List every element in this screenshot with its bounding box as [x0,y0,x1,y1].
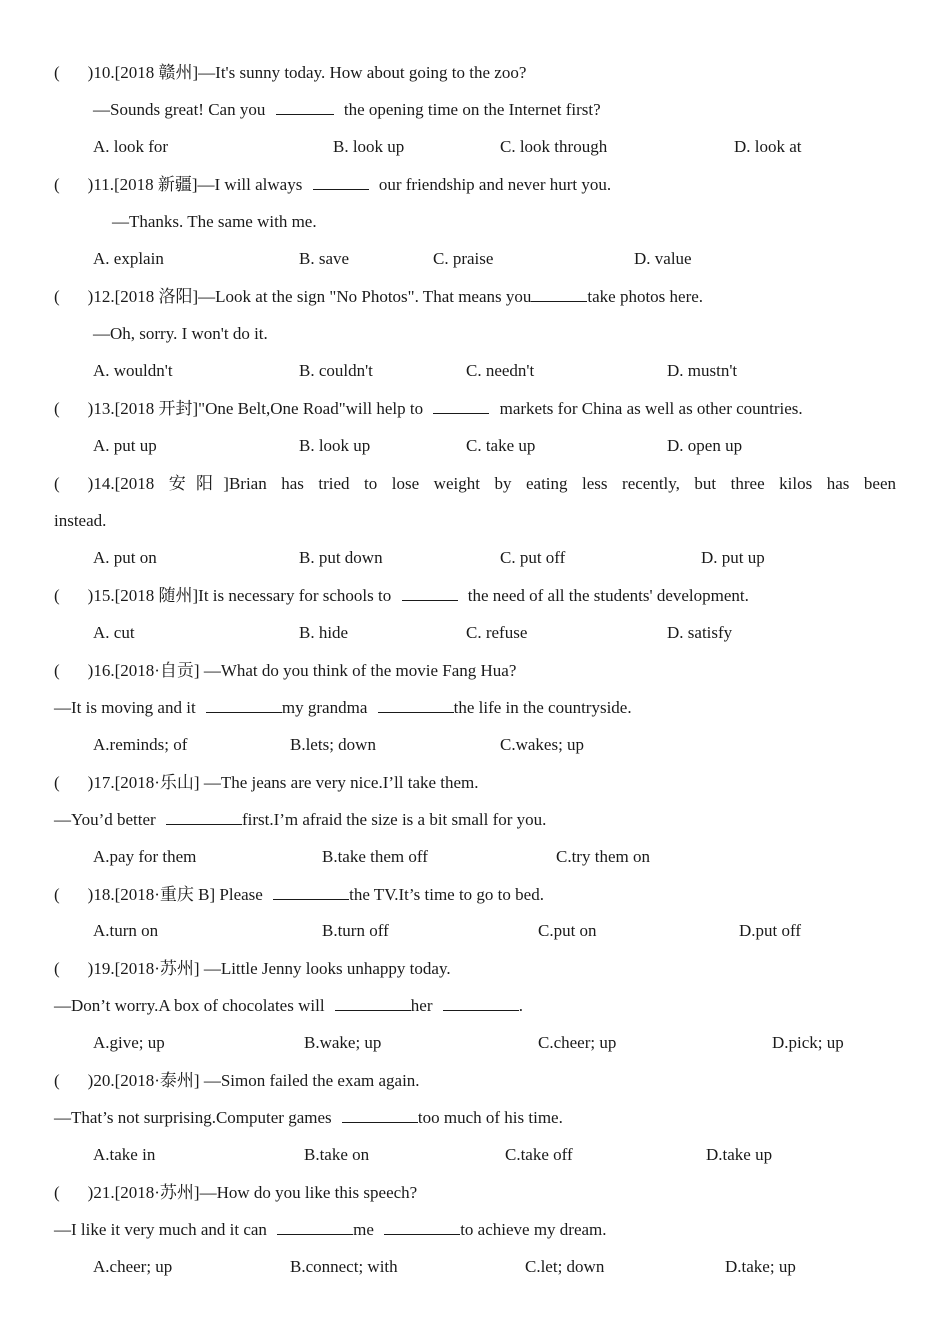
q12-line2: —Oh, sorry. I won't do it. [93,324,268,343]
q17-option-a[interactable]: A.pay for them [93,847,197,866]
answer-blank[interactable] [277,1219,353,1235]
q18-option-d[interactable]: D.put off [739,921,802,940]
q11-option-c[interactable]: C. praise [433,249,494,268]
q17-option-b[interactable]: B.take them off [322,847,428,866]
answer-blank[interactable] [166,809,242,825]
q10-stem: ( )10.[2018 赣州]—It's sunny today. How about going to the zoo? [54,63,527,82]
q12-option-a[interactable]: A. wouldn't [93,361,173,380]
answer-blank[interactable] [342,1107,418,1123]
answer-blank[interactable] [443,995,519,1011]
q14-option-c[interactable]: C. put off [500,548,566,567]
q14-option-d[interactable]: D. put up [701,548,765,567]
q14-stem: ( )14.[2018 安阳]Brian has tried to lose weight by eating less recently, but three kilos has been [54,474,896,493]
q21-option-d[interactable]: D.take; up [725,1257,796,1276]
q20-option-b[interactable]: B.take on [304,1145,370,1164]
q16-option-a[interactable]: A.reminds; of [93,735,188,754]
q12-option-d[interactable]: D. mustn't [667,361,738,380]
q11-line2: —Thanks. The same with me. [112,212,317,231]
q10-option-a[interactable]: A. look for [93,137,169,156]
q15-option-c[interactable]: C. refuse [466,623,528,642]
q20-option-c[interactable]: C.take off [505,1145,573,1164]
q21-line2: —I like it very much and it can me to achieve my dream. [54,1220,607,1239]
q14-option-b[interactable]: B. put down [299,548,383,567]
q10-option-b[interactable]: B. look up [333,137,405,156]
q18-option-b[interactable]: B.turn off [322,921,389,940]
q20-option-a[interactable]: A.take in [93,1145,156,1164]
answer-blank[interactable] [378,697,454,713]
q15-option-a[interactable]: A. cut [93,623,135,642]
answer-blank[interactable] [206,697,282,713]
q18-option-c[interactable]: C.put on [538,921,597,940]
q13-stem: ( )13.[2018 开封]"One Belt,One Road"will help to markets for China as well as other countries. [54,399,803,418]
q21-option-a[interactable]: A.cheer; up [93,1257,173,1276]
q17-option-c[interactable]: C.try them on [556,847,650,866]
q12-option-c[interactable]: C. needn't [466,361,535,380]
q17-line2: —You’d better first.I’m afraid the size is a bit small for you. [54,810,547,829]
q11-option-a[interactable]: A. explain [93,249,164,268]
q16-line2: —It is moving and it my grandma the life in the countryside. [54,698,632,717]
q13-option-c[interactable]: C. take up [466,436,536,455]
q11-option-b[interactable]: B. save [299,249,350,268]
q19-line2: —Don’t worry.A box of chocolates will her . [54,996,524,1015]
q18-stem: ( )18.[2018·重庆 B] Please the TV.It’s time to go to bed. [54,885,544,904]
q13-option-b[interactable]: B. look up [299,436,371,455]
answer-blank[interactable] [276,99,334,115]
answer-blank[interactable] [384,1219,460,1235]
q15-stem: ( )15.[2018 随州]It is necessary for schools to the need of all the students' development. [54,586,749,605]
q19-option-b[interactable]: B.wake; up [304,1033,382,1052]
q19-option-c[interactable]: C.cheer; up [538,1033,617,1052]
q11-stem: ( )11.[2018 新疆]—I will always our friendship and never hurt you. [54,175,612,194]
q12-stem: ( )12.[2018 洛阳]—Look at the sign "No Photos". That means you take photos here. [54,287,704,306]
q21-option-c[interactable]: C.let; down [525,1257,605,1276]
q19-option-a[interactable]: A.give; up [93,1033,165,1052]
q16-option-b[interactable]: B.lets; down [290,735,376,754]
q14-option-a[interactable]: A. put on [93,548,157,567]
q20-line2: —That’s not surprising.Computer games too much of his time. [54,1108,563,1127]
q19-stem: ( )19.[2018·苏州] —Little Jenny looks unhappy today. [54,959,451,978]
q21-option-b[interactable]: B.connect; with [290,1257,398,1276]
q20-stem: ( )20.[2018·泰州] —Simon failed the exam again. [54,1071,420,1090]
q12-option-b[interactable]: B. couldn't [299,361,373,380]
q13-option-a[interactable]: A. put up [93,436,157,455]
q15-option-d[interactable]: D. satisfy [667,623,733,642]
q10-line2: —Sounds great! Can you the opening time on the Internet first? [93,100,601,119]
answer-blank[interactable] [402,585,458,601]
q11-option-d[interactable]: D. value [634,249,692,268]
q20-option-d[interactable]: D.take up [706,1145,773,1164]
q18-option-a[interactable]: A.turn on [93,921,159,940]
answer-blank[interactable] [335,995,411,1011]
q19-option-d[interactable]: D.pick; up [772,1033,844,1052]
q16-option-c[interactable]: C.wakes; up [500,735,585,754]
answer-blank[interactable] [433,398,489,414]
q16-stem: ( )16.[2018·自贡] —What do you think of the movie Fang Hua? [54,661,517,680]
answer-blank[interactable] [273,884,349,900]
q10-option-d[interactable]: D. look at [734,137,802,156]
answer-blank[interactable] [531,286,587,302]
q14-line2: instead. [54,511,107,530]
q13-option-d[interactable]: D. open up [667,436,743,455]
q15-option-b[interactable]: B. hide [299,623,349,642]
answer-blank[interactable] [313,174,369,190]
q10-option-c[interactable]: C. look through [500,137,608,156]
q21-stem: ( )21.[2018·苏州]—How do you like this speech? [54,1183,418,1202]
q17-stem: ( )17.[2018·乐山] —The jeans are very nice.I’ll take them. [54,773,479,792]
